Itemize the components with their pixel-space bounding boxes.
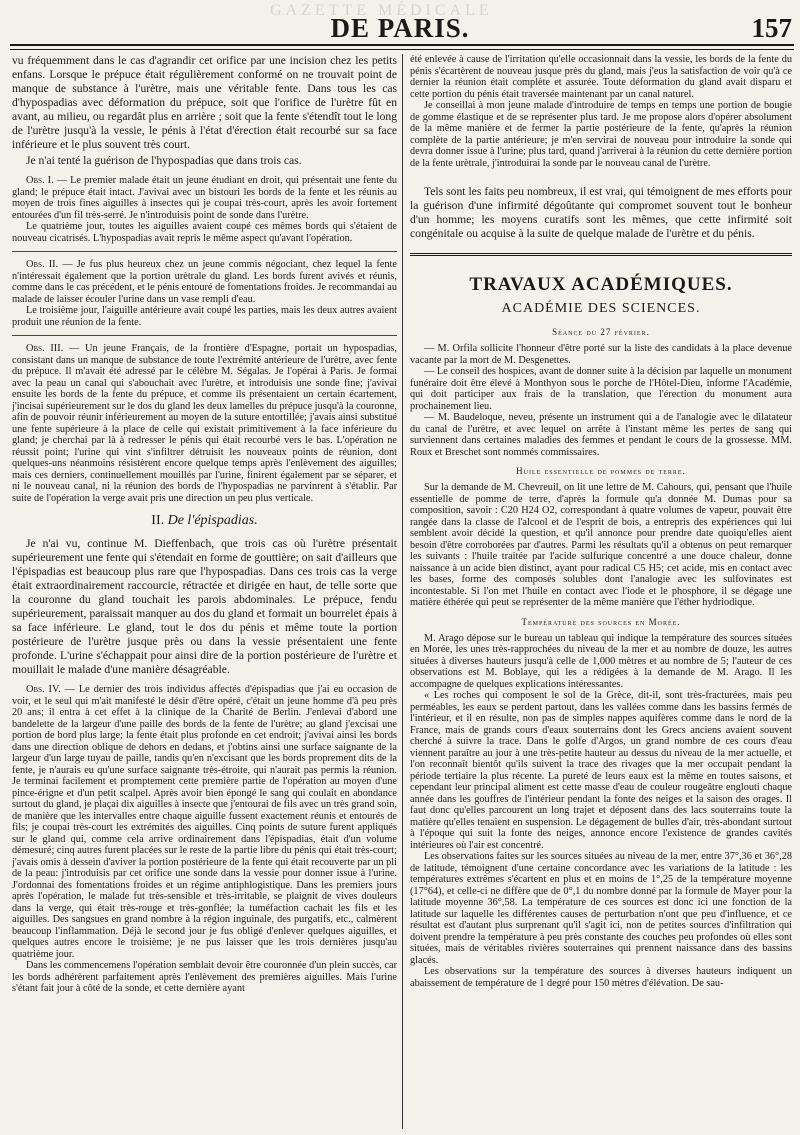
- left-column: [12, 54, 397, 1129]
- section-heading: [12, 513, 397, 529]
- paragraph: M. Arago dépose sur le bureau un tableau qui indique la température des sources situées en Morée, les unes très-rapprochées du niveau de la mer et au nombre de douze, les autres situées à diverses hauteurs jusqu'à celle de 1,000 mètres et au nombre de 5; l'auteur de ces observations est M. Boblaye, qui les a rédigées à la demande de M. Arago. Il les accompagne de quelques explications intéressantes.: [410, 632, 792, 690]
- paragraph: Je conseillai à mon jeune malade d'introduire de temps en temps une portion de bougie de gomme élastique et de se représenter plus tard. Je me propose alors d'opérer absolument de la même manière et de fermer la partie postérieure de la fente, qu'après la réunion complète de la partie antérieure; je m'en servirai de nouveau pour introduire la sonde qui devra donner issue à l'urine; plus tard, quand j'arriverai à la réunion du cette dernière portion de la fente urètrale, j'introduirai la sonde par le nouveau canal de l'urètre.: [410, 100, 792, 169]
- paragraph: vu fréquemment dans le cas d'agrandir cet orifice par une incision chez les petits enfans. Lorsque le prépuce était régulièrement conformé on ne trouvait point de manque de substance à l'urètre, mais une véritable fente. Dans tous les cas d'hypospadias avec déformation du prépuce, soit que l'orifice de l'urètre fût en avant, au milieu, ou regardât plus en arrière ; soit que la fente s'étendît tout le long de l'urètre jusqu'à la vessie, le pénis à l'état d'érection était recourbé sur sa face inférieure et le plus souvent très court.: [12, 54, 397, 151]
- paragraph: Dans les commencemens l'opération semblait devoir être couronnée d'un plein succès, car les bords adhérèrent parfaitement après l'enlèvement des premières aiguilles. Mais l'urine s'étant fait jour à côté de la sonde, et cette dernière ayant: [12, 960, 397, 994]
- column-divider: [402, 54, 403, 1129]
- page-number: 157: [751, 13, 792, 43]
- paragraph: Sur la demande de M. Chevreuil, on lit une lettre de M. Cahours, qui, pensant que l'huile essentielle de pomme de terre, d'après la formule qu'a donnée M. Dumas pour sa composition, savoir : C20 H24 O2, correspondant à quatre volumes de vapeur, pouvait être rangée dans la classe de l'alcool et de l'esprit de bois, a entrepris des expériences qui lui semblent avoir décidé la question, et qu'il annonce pour prendre date quoiqu'elles aient besoin d'être corroborées par d'autres. Parmi les résultats qu'il a obtenus on peut remarquer les suivants : l'huile traitée par l'acide sulfurique concentré a une douce chaleur, donne naissance à un acide bien distinct, ayant pour radical C5 H5; cet acide, mis en contact avec les bases, forme des composés solubles dont l'analogie avec les sulfovinates est incontestable. Si l'on met l'huile en contact avec l'iode et le phosphore, il se dégage une matière éthérée qui peut se représenter de la même manière que l'éther hydriodique.: [410, 482, 792, 608]
- paragraph: Tels sont les faits peu nombreux, il est vrai, qui témoignent de mes efforts pour la guérison d'une infirmité dégoûtante qui compromet souvent tout le bonheur d'un homme; les moyens curatifs sont les mêmes, que cette infirmité soit congénitale ou acquise à la suite de quelque malade de l'urètre et du pénis.: [410, 185, 792, 240]
- running-title: DE PARIS.: [330, 13, 470, 43]
- paragraph: « Les roches qui composent le sol de la Grèce, dit-il, sont très-fracturées, mais peu perméables, les eaux se perdent partout, dans les vallées comme dans les bassins fermés de l'intérieur, et il en résulte, non pas de simples nappes aquifères comme dans le nord de la France, mais de grands cours d'eaux souterrains dont les Grecs anciens avaient souvent cherché à suivre la trace. Dans le golfe d'Argos, un grand nombre de ces cours d'eau viennent paraître au jour à une très-petite hauteur au dessus du niveau de la mer actuelle, et l'on reconnaît bientôt qu'ils suivent la trace des rivages que la mer occupait pendant la période tertiaire la plus récente. La pureté de leurs eaux est la même en toutes saisons, et cependant leur principal aliment est cette masse d'eau de couleur rougeâtre englouti chaque année dans les gouffres de l'intérieur pendant la fonte des neiges et la saison des orages. Il faut donc qu'elles parcourent un long trajet et déposent dans des lacs souterrains toute la matière qu'elles tenaient en suspension. Le dégagement de bulles d'air, très-abondant surtout à l'époque qui suit la fonte des neiges, annonce encore l'existence de grandes cavités intérieures où l'air est concentré.: [410, 690, 792, 851]
- subheading-huile: Huile essentielle de pommes de terre.: [516, 466, 686, 476]
- seance-date: Séance du 27 février.: [552, 327, 650, 337]
- paragraph: été enlevée à cause de l'irritation qu'elle occasionnait dans la vessie, les bords de la fente du pénis s'écartèrent de nouveau jusque près du gland, mais j'eus la satisfaction de voir qu'à ce dernier la réunion était complète et assurée. Toute déformation du gland avait disparu et cette portion du pénis était traversée maintenant par un canal naturel.: [410, 54, 792, 100]
- observation-2: [12, 259, 397, 305]
- section-title: De l'épispadias.: [167, 513, 258, 528]
- observation-text: — Je fus plus heureux chez un jeune commis négociant, chez lequel la fente n'intéressait également que la portion urètrale du gland. Les bords furent avivés et réunis, comme dans le cas précédent, et le pénis entouré de fomentations froides. Je recommandai au malade de laisser écouler l'urine dans un vase rempli d'eau.: [12, 259, 397, 305]
- page-header: [0, 0, 800, 46]
- observation-text: — Le dernier des trois individus affectés d'épispadias que j'ai eu occasion de voir, et le seul qui m'ait manifesté le désir d'être opéré, c'était un jeune homme d'à peu près 20 ans; il entra à cet effet à la clinique de la Charité de Berlin. J'enlevai d'abord une bandelette de la largeur d'une paille des bords de la fente de l'urètre; au gland j'excisai une portion de bord plus large; la fente était plus profonde en cet endroit; j'avivai ainsi les bords dans une direction oblique de dehors en dedans, et j'obtins ainsi une surface saignante de la largeur d'un large tuyau de paille, tandis qu'en n'excisant que les bords proprement dits de la fente, je n'aurais eu qu'une surface saignante très-étroite, qui n'aurait pas permis la réunion. Je terminai facilement et promptement cette première partie de l'opération au moyen d'une pince-érigne et d'un petit scalpel. Après avoir bien épongé le sang qui coulait en abondance surtout du gland, je plaçai dix aiguilles à insecte que j'entourai de fils avec un très grand soin, de manière que les intervalles entre chaque aiguille fussent exactement réunis et entourés de fils; je coupai très-court les extrémités des aiguilles. Cinq points de suture furent appliqués sur le gland qui, comme cela arrive ordinairement dans l'épispadias, était d'un volume démesuré; cinq autres furent placées sur le reste de la partie libre du pénis qui était très-court; j'avais omis à dessein d'aviver la portion postérieure de la fente qui était recouverte par un pli de la peau: j'introduisis par cet orifice une sonde dans la vessie pour donner issue à l'urine. J'ordonnai des fomentations froides et un régime antiphlogistique. Dans les premiers jours après l'opération, le malade fut très-sensible et très-irritable, se plaignit de vives douleurs dans la verge, qui était très-rouge et très-gonflée; la tuméfaction cachait les fils et les aiguilles. Des sangsues en grand nombre à la région inguinale, des purgatifs, etc., calmèrent beaucoup l'inflammation. Déjà le second jour je fus obligé d'enlever quelques aiguilles, et quelques autres encore le troisième; je ne pus laisser que les trois dernières jusqu'au quatrième jour.: [12, 684, 397, 960]
- header-rule-thin: [10, 49, 794, 50]
- separator: [12, 335, 397, 336]
- observation-1: [12, 175, 397, 221]
- paragraph: Les observations sur la température des sources à diverses hauteurs indiquent un abaissement de température de 1 degré pour 150 mètres d'élévation. De sau-: [410, 966, 792, 989]
- header-rule: [10, 44, 794, 46]
- observation-text: — Un jeune Français, de la frontière d'Espagne, portait un hypospadias, consistant dans un manque de substance de toute l'extrémité antérieure de l'urètre, avec fente du prépuce. Il m'avait été adressé par le célèbre M. Ségalas. Je l'opérai à Paris. Je formai avec la peau un canal qui s'abouchait avec l'urètre, et introduisis une sonde fine; j'avivai ensuite les bords de la fente du prépuce, et comme ils présentaient un certain écartement, j'incisai supérieurement sur le dos du gland les deux lamelles du prépuce jusqu'à la couronne, afin de pouvoir réunir inférieurement au moyen de la suture entortillée; j'avais ainsi substitué une fente supérieure à la place de celle qui existait primitivement à la face inférieure du gland; je cherchai par là à redresser le pénis qui était recourbé vers le bas. L'opération ne réussit point; l'urine qui vint s'infiltrer détruisit les nouveaux points de réunion, dont quelques-uns néanmoins résistèrent encore quelque temps après l'enlèvement des aiguilles; mais ces derniers, continuellement mouillés par l'urine, finirent également par se séparer, et ni le nouveau canal, ni la réunion des bords de l'hypospadias ne parvinrent à s'établir. Par suite de l'opération la verge avait pris une direction un peu plus verticale.: [12, 343, 397, 504]
- observation-label: Obs. II.: [26, 259, 59, 270]
- paragraph: — M. Orfila sollicite l'honneur d'être porté sur la liste des candidats à la place devenue vacante par la mort de M. Desgenettes.: [410, 343, 792, 366]
- section-title-travaux: TRAVAUX ACADÉMIQUES.: [469, 274, 733, 295]
- observation-4: [12, 684, 397, 960]
- subheading-temperature: Température des sources en Morée.: [521, 616, 681, 627]
- observation-3: [12, 343, 397, 504]
- paragraph: Le quatrième jour, toutes les aiguilles avaient coupé ces mêmes bords qui s'étaient de nouveau cicatrisés. L'hypospadias avait repris le même aspect qu'avant l'opération.: [12, 221, 397, 244]
- separator: [12, 251, 397, 252]
- observation-label: Obs. I.: [26, 175, 54, 186]
- paragraph: Je n'ai tenté la guérison de l'hypospadias que dans trois cas.: [26, 154, 302, 167]
- observation-label: Obs. III.: [26, 343, 64, 354]
- section-rule: [410, 253, 792, 256]
- paragraph: — M. Baudeloque, neveu, présente un instrument qui a de l'analogie avec le dilatateur du canal de l'urètre, et avec lequel on arrête à l'instant même les pertes de sang qui surviennent dans certaines maladies des femmes et pendant le cours de la grossesse. MM. Roux et Breschet sont nommés commissaires.: [410, 412, 792, 458]
- bleed-through-text: GAZETTE MÉDICALE: [270, 2, 493, 19]
- observation-text: — Le premier malade était un jeune étudiant en droit, qui présentait une fente du gland; le prépuce était intact. J'avivai avec un bistouri les bords de la fente et les réunis au moyen de trois fines aiguilles à insectes qui je coupai très-court, après les avoir fortement entourées d'un fil très-serré. Je n'introduisis point de sonde dans l'urètre.: [12, 175, 397, 221]
- observation-label: Obs. IV.: [26, 684, 61, 695]
- right-column: [410, 54, 792, 1129]
- section-number: II.: [151, 513, 165, 528]
- paragraph: Je n'ai vu, continue M. Dieffenbach, que trois cas où l'urètre présentait supérieurement une fente qui s'étendait en forme de gouttière; on sait d'ailleurs que l'épispadias est beaucoup plus rare que l'hypospadias. Dans ces trois cas la verge était extraordinairement raccourcie, rétractée et dirigée en haut, de telle sorte que la couronne du gland touchait les parois abdominales. Le prépuce, fendu supérieurement, paraissait manquer au dos du gland et formait un bourrelet épais à sa face inférieure. Le gland, tout le dos du pénis et même toute la portion postérieure de l'urètre jusque près ou dans la vessie présentaient une fente profonde. L'urine s'échappait pour ainsi dire de la portion postérieure de l'urètre et mouillait le malade d'une manière désagréable.: [12, 537, 397, 676]
- paragraph: — Le conseil des hospices, avant de donner suite à la décision par laquelle un monument funéraire doit être élevé à Monthyon sous le porche de l'Hôtel-Dieu, informe l'Académie, qui doit participer aux frais de la translation, que l'érection du monument aura prochainement lieu.: [410, 366, 792, 412]
- paragraph: Les observations faites sur les sources situées au niveau de la mer, entre 37°,36 et 36°,28 de latitude, témoignent d'une certaine concordance avec les variations de la latitude : les températures extrêmes s'écartent en plus et en moins de 1°,25 de la température moyenne (17°64), et celle-ci ne diffère que de 0°,1 du nombre donné par la formule de Mayer pour la latitude moyenne 36°,58. La température de ces sources est donc ici une fonction de la latitude sur laquelle les différentes causes de perturbation n'ont que peu d'influence, et ce résultat est d'autant plus surprenant qu'il s'agit ici, non de petites sources d'infiltration qui doivent prendre la température à peu près constante des couches peu profondes où elles sont situées, mais de véritables rivières souterraines qui prennent naissance dans des bassins glacés.: [410, 851, 792, 966]
- paragraph: Le troisième jour, l'aiguille antérieure avait coupé les parties, mais les deux autres avaient produit une réunion de la fente.: [12, 305, 397, 328]
- subsection-title-academie: ACADÉMIE DES SCIENCES.: [501, 301, 701, 316]
